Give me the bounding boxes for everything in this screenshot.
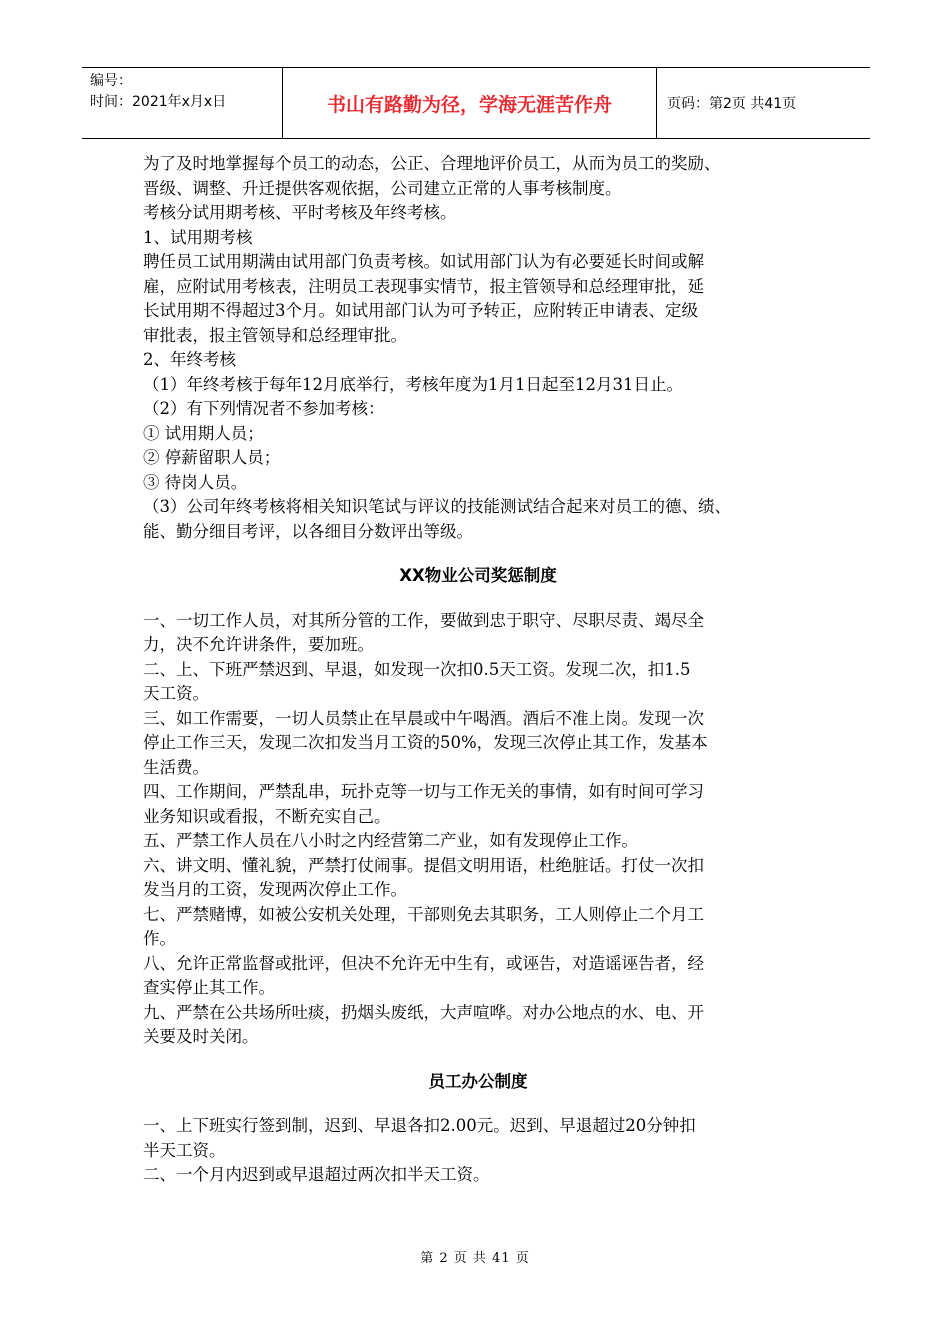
- section-office: [143, 1114, 813, 1188]
- section-rewards: [143, 609, 813, 1050]
- text-line: 审批表，报主管领导和总经理审批。: [143, 325, 407, 345]
- text-line: ① 试用期人员；: [143, 423, 264, 443]
- text-line: 雇，应附试用考核表，注明员工表现事实情节，报主管领导和总经理审批，延: [143, 276, 704, 296]
- text-line: 作。: [143, 929, 176, 948]
- text-line: 七、严禁赌博，如被公安机关处理，干部则免去其职务，工人则停止二个月工: [143, 904, 704, 924]
- text-line: 生活费。: [143, 757, 209, 777]
- header-motto: 书山有路勤为径，学海无涯苦作舟: [283, 68, 657, 138]
- text-line: 2、年终考核: [143, 350, 236, 369]
- text-line: 力，决不允许讲条件，要加班。: [143, 635, 374, 654]
- text-line: 三、如工作需要，一切人员禁止在早晨或中午喝酒。酒后不准上岗。发现一次: [143, 708, 704, 728]
- section-title-office: 员工办公制度: [428, 1071, 528, 1091]
- text-line: 二、上、下班严禁迟到、早退，如发现一次扣0.5天工资。发现二次，扣1.5: [143, 659, 691, 679]
- document-body: [143, 152, 813, 1188]
- number-label: 编号：: [90, 73, 132, 89]
- text-line: （3）公司年终考核将相关知识笔试与评议的技能测试结合起来对员工的德、绩、: [143, 497, 731, 516]
- text-line: 二、一个月内迟到或早退超过两次扣半天工资。: [143, 1165, 490, 1184]
- section-appraisal: [143, 152, 813, 544]
- text-line: 考核分试用期考核、平时考核及年终考核。: [143, 203, 457, 222]
- text-line: 一、上下班实行签到制，迟到、早退各扣2.00元。迟到、早退超过20分钟扣: [143, 1116, 696, 1135]
- text-line: 能、勤分细目考评，以各细目分数评出等级。: [143, 521, 473, 541]
- text-line: 为了及时地掌握每个员工的动态，公正、合理地评价员工，从而为员工的奖励、: [143, 154, 721, 173]
- text-line: 八、允许正常监督或批评，但决不允许无中生有，或诬告，对造谣诬告者，经: [143, 953, 704, 973]
- text-line: 晋级、调整、升迁提供客观依据，公司建立正常的人事考核制度。: [143, 178, 622, 198]
- text-line: 发当月的工资，发现两次停止工作。: [143, 880, 407, 899]
- section-title-rewards: XX物业公司奖惩制度: [399, 566, 557, 585]
- text-line: 业务知识或看报，不断充实自己。: [143, 806, 391, 826]
- page-footer: 第 2 页 共 41 页: [420, 1251, 530, 1266]
- text-line: 天工资。: [143, 684, 209, 703]
- text-line: ③ 待岗人员。: [143, 472, 248, 492]
- text-line: 五、严禁工作人员在八小时之内经营第二产业，如有发现停止工作。: [143, 831, 638, 850]
- page-header: [82, 67, 870, 139]
- text-line: 一、一切工作人员，对其所分管的工作，要做到忠于职守、尽职尽责、竭尽全: [143, 610, 704, 630]
- text-line: 长试用期不得超过3个月。如试用部门认为可予转正，应附转正申请表、定级: [143, 301, 698, 320]
- text-line: 聘任员工试用期满由试用部门负责考核。如试用部门认为有必要延长时间或解: [143, 252, 704, 271]
- text-line: （2）有下列情况者不参加考核：: [143, 399, 385, 418]
- text-line: 四、工作期间，严禁乱串，玩扑克等一切与工作无关的事情，如有时间可学习: [143, 782, 704, 801]
- text-line: 停止工作三天，发现二次扣发当月工资的50%，发现三次停止其工作，发基本: [143, 733, 708, 752]
- header-page-info: 页码：第2页 共41页: [667, 96, 797, 112]
- text-line: 1、试用期考核: [143, 227, 253, 247]
- text-line: 六、讲文明、懂礼貌，严禁打仗闹事。提倡文明用语，杜绝脏话。打仗一次扣: [143, 855, 704, 875]
- text-line: 关要及时关闭。: [143, 1027, 259, 1046]
- text-line: （1）年终考核于每年12月底举行，考核年度为1月1日起至12月31日止。: [143, 374, 683, 394]
- text-line: ② 停薪留职人员；: [143, 448, 281, 467]
- text-line: 半天工资。: [143, 1140, 226, 1160]
- text-line: 查实停止其工作。: [143, 978, 275, 997]
- time-label: 时间：2021年x月x日: [90, 94, 227, 110]
- header-meta: [82, 68, 283, 138]
- text-line: 九、严禁在公共场所吐痰，扔烟头废纸，大声喧哗。对办公地点的水、电、开: [143, 1002, 704, 1022]
